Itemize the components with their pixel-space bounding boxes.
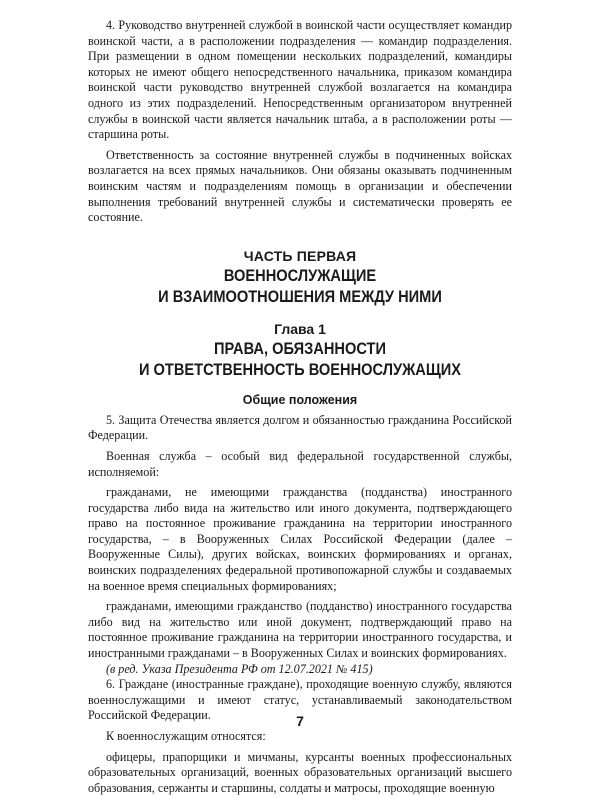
paragraph-4: 4. Руководство внутренней службой в воинской части осуществляет командир воинской части, а в расположении подразделения — командир подразделения. При размещении в одном помещении нескольких подразделений, командиры которых не имеют общего непосредственного начальника, приказом командира воинской части руководство внутренней службой возлагается на командира одного из этих подразделений. Непосредственным организатором внутренней службы в воинской части является начальник штаба, а в расположении роты — старшина роты.: [88, 18, 512, 142]
section-title: Общие положения: [242, 392, 358, 407]
paragraph-citizens-without-foreign: гражданами, не имеющими гражданства (подданства) иностранного государства либо вида на жительство или иного документа, подтверждающего право на постоянное проживание гражданина на территории иностранного государства, – в Вооруженных Силах Российской Федерации (далее – Вооруженные Силы), других войсках, воинских формированиях и органах, воинских подразделениях федеральной противопожарной службы и создаваемых на военное время специальных формированиях;: [88, 485, 512, 593]
paragraph-5: 5. Защита Отечества является долгом и обязанностью гражданина Российской Федерации.: [88, 412, 512, 443]
chapter-title-line-1: ПРАВА, ОБЯЗАННОСТИ: [214, 338, 386, 358]
chapter-title-line-2: И ОТВЕТСТВЕННОСТЬ ВОЕННОСЛУЖАЩИХ: [138, 359, 462, 379]
chapter-label: Глава 1: [274, 320, 326, 337]
paragraph-6: 6. Граждане (иностранные граждане), проходящие военную службу, являются военнослужащими и имеют статус, устанавливаемый законодательством Российской Федерации.: [88, 677, 512, 723]
paragraph-responsibility: Ответственность за состояние внутренней службы в подчиненных войсках возлагается на всех прямых начальников. Они обязаны оказывать подчиненным воинским частям и подразделениям помощь в организации и обеспечении выполнения требований внутренней службы и систематически проверять ее состояние.: [88, 147, 512, 225]
part-title-line-1: ВОЕННОСЛУЖАЩИЕ: [223, 265, 377, 285]
chapter-heading: [88, 321, 512, 380]
page-number: 7: [296, 713, 304, 729]
part-title-line-2: И ВЗАИМООТНОШЕНИЯ МЕЖДУ НИМИ: [158, 286, 442, 306]
document-page: [88, 18, 512, 796]
section-heading: [88, 392, 512, 408]
part-label: ЧАСТЬ ПЕРВАЯ: [243, 247, 357, 264]
amendment-note: [88, 662, 512, 678]
paragraph-servicemen-include: К военнослужащим относятся:: [106, 729, 266, 743]
part-heading: [88, 248, 512, 307]
paragraph-citizens-with-foreign: гражданами, имеющими гражданство (подданство) иностранного государства либо вид на жительство или иной документ, подтверждающий право на постоянное проживание гражданина на территории иностранного государства, и иностранными гражданами – в Вооруженных Силах и воинских формированиях.: [88, 599, 512, 661]
paragraph-military-service: Военная служба – особый вид федеральной государственной службы, исполняемой:: [88, 448, 512, 479]
paragraph-officers: офицеры, прапорщики и мичманы, курсанты военных профессиональных образовательных организаций, военных образовательных организаций высшего образования, сержанты и старшины, солдаты и матросы, проходящие военную: [88, 749, 512, 795]
amendment-text: (в ред. Указа Президента РФ от 12.07.2021 № 415): [106, 661, 373, 676]
